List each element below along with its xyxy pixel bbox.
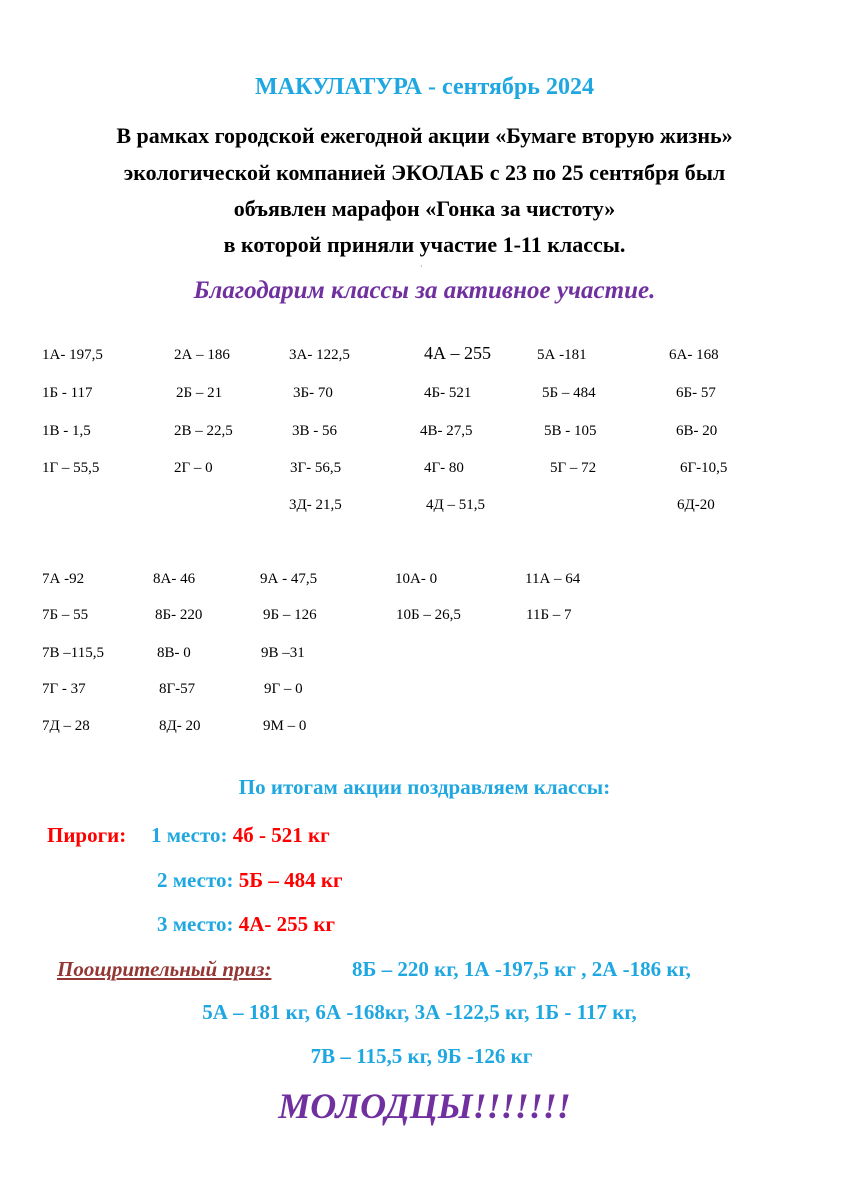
t1-cell: 1Б - 117 xyxy=(42,385,93,401)
place-2-value: 5Б – 484 кг xyxy=(238,868,343,892)
intro-line-2: экологической компанией ЭКОЛАБ с 23 по 25 сентября был xyxy=(123,160,726,185)
t1-cell: 2А – 186 xyxy=(174,347,230,363)
t1-cell: 2Б – 21 xyxy=(176,385,223,401)
t2-cell: 9В –31 xyxy=(261,645,305,661)
t2-cell: 7А -92 xyxy=(42,571,85,587)
thanks-heading: Благодарим классы за активное участие. xyxy=(193,277,656,304)
place-1 xyxy=(151,823,330,848)
place-2 xyxy=(157,868,343,893)
place-3-label: 3 место: xyxy=(157,912,234,936)
t2-cell: 9Б – 126 xyxy=(263,607,317,623)
place-1-value: 4б - 521 кг xyxy=(232,823,330,847)
t1-cell: 4В- 27,5 xyxy=(420,423,473,439)
t1-cell: 6Б- 57 xyxy=(676,385,716,401)
t2-cell: 8А- 46 xyxy=(153,571,196,587)
t1-cell: 1Г – 55,5 xyxy=(42,460,100,476)
t1-cell: 3Б- 70 xyxy=(293,385,333,401)
intro-line-1: В рамках городской ежегодной акции «Бумаге вторую жизнь» xyxy=(116,123,733,148)
t1-cell: 2В – 22,5 xyxy=(174,423,233,439)
t1-cell: 6А- 168 xyxy=(669,347,719,363)
t1-cell: 6Д-20 xyxy=(677,497,715,513)
t1-cell: 6Г-10,5 xyxy=(680,460,728,476)
t1-cell: 4Б- 521 xyxy=(424,385,472,401)
t2-cell: 8Г-57 xyxy=(159,681,196,697)
t2-cell: 10Б – 26,5 xyxy=(396,607,461,623)
t2-cell: 9А - 47,5 xyxy=(260,571,318,587)
t1-cell: 1В - 1,5 xyxy=(42,423,91,439)
t1-cell: 3В - 56 xyxy=(292,423,337,439)
t1-cell: 3А- 122,5 xyxy=(289,347,350,363)
t2-cell: 7Б – 55 xyxy=(42,607,89,623)
final-cheer: МОЛОДЦЫ!!!!!!! xyxy=(278,1086,571,1126)
t1-cell: 4А – 255 xyxy=(424,343,491,363)
place-3-value: 4А- 255 кг xyxy=(238,912,336,936)
t1-cell: 6В- 20 xyxy=(676,423,718,439)
place-1-label: 1 место: xyxy=(151,823,228,847)
t1-cell: 3Д- 21,5 xyxy=(289,497,342,513)
award-label: Поощрительный приз: xyxy=(57,957,272,981)
place-3 xyxy=(157,912,335,937)
t2-cell: 8Д- 20 xyxy=(159,718,201,734)
t2-cell: 10А- 0 xyxy=(395,571,438,587)
t2-cell: 8Б- 220 xyxy=(155,607,203,623)
congrats-heading: По итогам акции поздравляем классы: xyxy=(238,775,611,799)
t2-cell: 7Г - 37 xyxy=(42,681,86,697)
t1-cell: 5А -181 xyxy=(537,347,587,363)
t1-cell: 3Г- 56,5 xyxy=(290,460,342,476)
award-line-1: 8Б – 220 кг, 1А -197,5 кг , 2А -186 кг, xyxy=(352,957,691,981)
t2-cell: 7Д – 28 xyxy=(42,718,90,734)
t1-cell: 5Б – 484 xyxy=(542,385,596,401)
t2-cell: 9Г – 0 xyxy=(264,681,303,697)
t1-cell: 4Д – 51,5 xyxy=(426,497,485,513)
t1-cell: 5Г – 72 xyxy=(550,460,597,476)
t2-cell: 11А – 64 xyxy=(525,571,581,587)
t1-cell: 4Г- 80 xyxy=(424,460,464,476)
t2-cell: 9М – 0 xyxy=(263,718,307,734)
t1-cell: 2Г – 0 xyxy=(174,460,213,476)
intro-line-4: в которой приняли участие 1-11 классы. xyxy=(223,232,626,257)
decorative-dot: · xyxy=(420,262,423,271)
award-line-3: 7В – 115,5 кг, 9Б -126 кг xyxy=(310,1044,533,1068)
t1-cell: 1А- 197,5 xyxy=(42,347,103,363)
page-title: МАКУЛАТУРА - сентябрь 2024 xyxy=(255,74,594,100)
t2-cell: 11Б – 7 xyxy=(526,607,572,623)
t2-cell: 7В –115,5 xyxy=(42,645,104,661)
t1-cell: 5В - 105 xyxy=(544,423,597,439)
t2-cell: 8В- 0 xyxy=(157,645,191,661)
pies-label: Пироги: xyxy=(47,823,127,847)
intro-line-3: объявлен марафон «Гонка за чистоту» xyxy=(233,196,616,221)
place-2-label: 2 место: xyxy=(157,868,234,892)
award-line-2: 5А – 181 кг, 6А -168кг, 3А -122,5 кг, 1Б - 117 кг, xyxy=(202,1000,637,1024)
